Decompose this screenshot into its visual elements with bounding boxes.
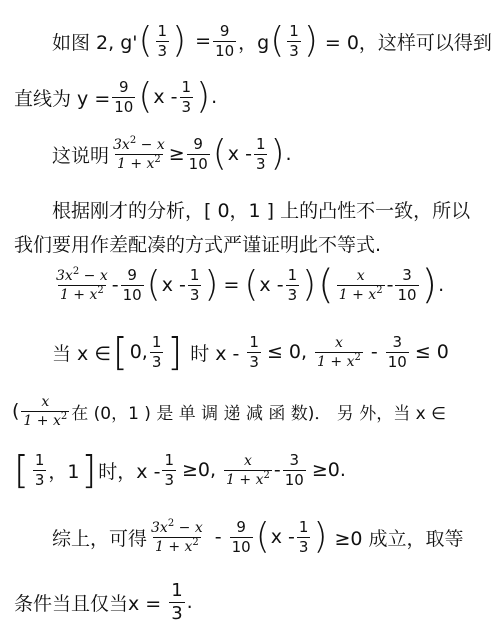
fraction-three-tenths: $\frac{3}{10}$ <box>387 332 407 371</box>
line-10: 综上，可得 $\frac{3x^2 - x}{1 + x^2}$ - $\frac{9}{10}$ ( x - $\frac{1}{3}$ ) ≥0 成立，取等 <box>52 516 464 557</box>
fraction-three-tenths: $\frac{3}{10}$ <box>284 450 304 489</box>
fraction-nine-tenths: $\frac{9}{10}$ <box>114 77 134 116</box>
line-11: 条件当且仅当x = $\frac{1}{3}$ . <box>14 579 193 624</box>
fraction-one-third: $\frac{1}{3}$ <box>151 332 162 371</box>
fraction-3x2-minus-x-over-1-plus-x2: $\frac{3x^2 - x}{1 + x^2}$ <box>56 265 108 303</box>
fraction-nine-tenths: $\frac{9}{10}$ <box>231 517 251 556</box>
line-8: ( $\frac{x}{1 + x^2}$ 在 (0，1 ) 是 单 调 递 减 函 数)． 另 外，当 x ∈ <box>12 393 446 429</box>
fraction-one-third: $\frac{1}{3}$ <box>289 21 299 60</box>
fraction-x-over-1-plus-x2: $\frac{x}{1 + x^2}$ <box>23 393 68 429</box>
fraction-x-over-1-plus-x2: $\frac{x}{1 + x^2}$ <box>338 267 383 303</box>
fraction-one-third: $\frac{1}{3}$ <box>157 21 168 60</box>
line-1: 如图 2, g' ( $\frac{1}{3}$ ) = $\frac{9}{10}$ ，g ( $\frac{1}{3}$ ) = 0，这样可以得到 <box>52 20 492 61</box>
fraction-one-third: $\frac{1}{3}$ <box>298 517 309 556</box>
fraction-one-third: $\frac{1}{3}$ <box>249 332 259 371</box>
fraction-nine-tenths: $\frac{9}{10}$ <box>188 134 208 173</box>
fraction-one-third: $\frac{1}{3}$ <box>287 265 298 304</box>
fraction-x-over-1-plus-x2: $\frac{x}{1 + x^2}$ <box>317 334 361 370</box>
line-6: $\frac{3x^2 - x}{1 + x^2}$ - $\frac{9}{10}$ ( x - $\frac{1}{3}$ ) = ( x - $\frac{1}{3}$ ) ( $\frac{x}{1 + x^2}$ - $\frac{3}{10}$ ) . <box>56 262 445 308</box>
fraction-one-third: $\frac{1}{3}$ <box>164 450 174 489</box>
fraction-one-third: $\frac{1}{3}$ <box>171 579 183 624</box>
text-fragment: 如图 2, g' <box>52 31 138 54</box>
line-9: [ $\frac{1}{3}$ ，1 ] 时，x - $\frac{1}{3}$ ≥0, $\frac{x}{1 + x^2}$ - $\frac{3}{10}$ ≥0. <box>14 448 346 492</box>
line-5: 我们要用作差配凑的方式严谨证明此不等式. <box>14 233 382 256</box>
fraction-one-third: $\frac{1}{3}$ <box>34 450 45 489</box>
fraction-three-tenths: $\frac{3}{10}$ <box>397 265 417 304</box>
line-4: 根据刚才的分析，[ 0，1 ] 上的凸性不一致，所以 <box>52 199 471 222</box>
fraction-nine-tenths: $\frac{9}{10}$ <box>122 265 142 304</box>
fraction-one-third: $\frac{1}{3}$ <box>189 265 200 304</box>
fraction-one-third: $\frac{1}{3}$ <box>181 77 192 116</box>
line-2: 直线为 y = $\frac{9}{10}$ ( x - $\frac{1}{3}$ ) . <box>14 76 218 117</box>
fraction-3x2-minus-x-over-1-plus-x2: $\frac{3x^2 - x}{1 + x^2}$ <box>151 517 203 555</box>
fraction-one-third: $\frac{1}{3}$ <box>255 134 266 173</box>
fraction-x-over-1-plus-x2: $\frac{x}{1 + x^2}$ <box>226 452 270 488</box>
fraction-nine-tenths: $\frac{9}{10}$ <box>215 21 235 60</box>
fraction-3x2-minus-x-over-1-plus-x2: $\frac{3x^2 - x}{1 + x^2}$ <box>113 134 165 172</box>
line-7: 当 x ∈ [ 0, $\frac{1}{3}$ ] 时 x - $\frac{1}{3}$ ≤ 0, $\frac{x}{1 + x^2}$ - $\frac{3}{10}$ ≤ 0 <box>52 330 449 374</box>
line-3: 这说明 $\frac{3x^2 - x}{1 + x^2}$ ≥ $\frac{9}{10}$ ( x - $\frac{1}{3}$ ) . <box>52 133 292 174</box>
